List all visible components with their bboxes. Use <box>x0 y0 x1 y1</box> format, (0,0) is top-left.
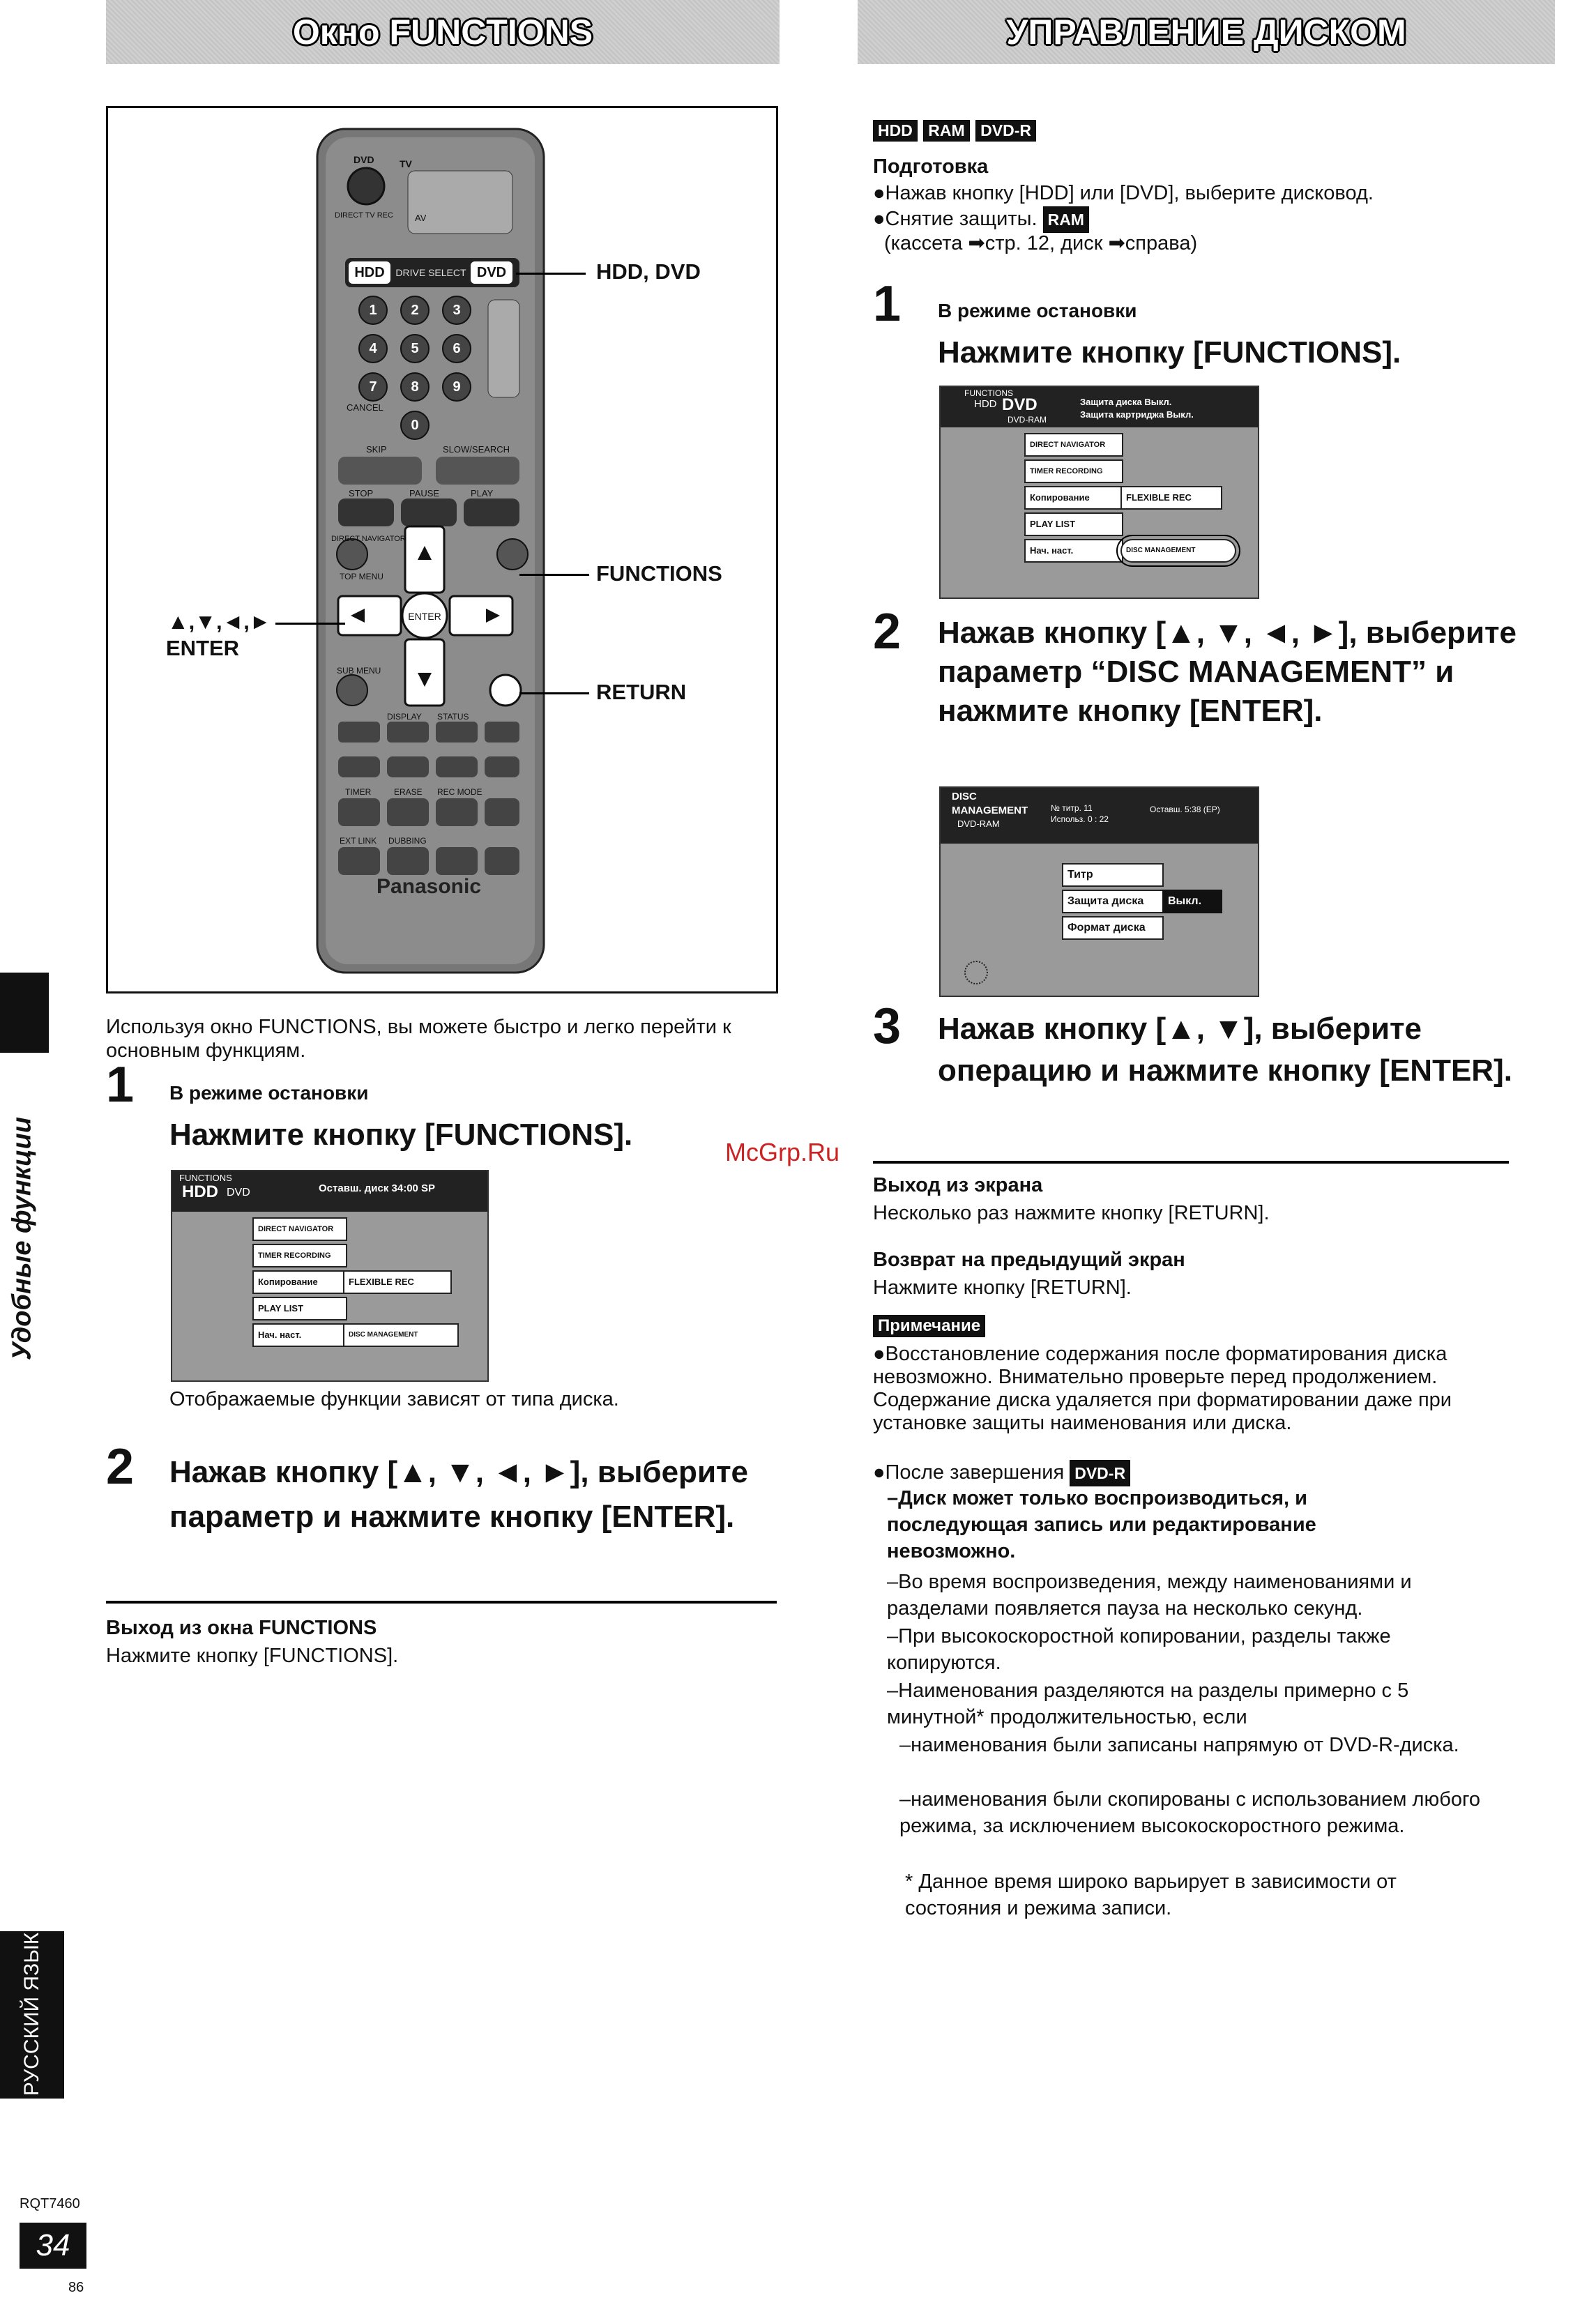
disc-osd-off-indicator: Выкл. <box>1162 890 1222 913</box>
note-2-line-4: –наименования были записаны напрямую от DVD-R-диска. <box>899 1734 1459 1756</box>
left-osd-top-bar <box>172 1171 487 1212</box>
remote-stop-label: STOP <box>349 488 374 498</box>
note-2-line-5: –наименования были скопированы с использованием любого режима, за исключением высокоскоростного режима. <box>899 1788 1481 1837</box>
remote-timer-label: TIMER <box>345 787 372 797</box>
note-2-line-2: –При высокоскоростной копировании, разделы также копируются. <box>887 1625 1391 1674</box>
remote-dvd-power-label: DVD <box>354 154 374 165</box>
right-step3-number: 3 <box>873 998 902 1054</box>
remote-dubbing-label: DUBBING <box>388 836 427 846</box>
callout-hdd-dvd: HDD, DVD <box>596 259 701 284</box>
left-osd-btn-direct-navigator[interactable]: DIRECT NAVIGATOR <box>252 1217 347 1241</box>
remote-key-4: 4 <box>369 341 377 356</box>
footer-page-number: 34 <box>36 2228 70 2262</box>
note-1: ●Восстановление содержания после форматирования диска невозможно. Внимательно проверьте перед продолжением. Содержание диска удаляется при форматировании даже при установке защиты наименования или диска. <box>873 1343 1452 1434</box>
remote-pause-label: PAUSE <box>409 488 440 498</box>
remote-key-0: 0 <box>411 418 419 433</box>
right-back-text: Нажмите кнопку [RETURN]. <box>873 1277 1132 1299</box>
remote-tv-label: TV <box>400 158 412 169</box>
right-osd-hdd: HDD <box>974 398 997 410</box>
remote-sub-menu-label: SUB MENU <box>337 666 381 676</box>
disc-osd-dvdram: DVD-RAM <box>957 819 1000 829</box>
prep-line-1: ●Нажав кнопку [HDD] или [DVD], выберите дисковод. <box>873 182 1374 204</box>
callout-return: RETURN <box>596 680 687 704</box>
right-exit-title: Выход из экрана <box>873 1174 1043 1196</box>
disc-osd-title1: DISC <box>952 791 977 802</box>
left-intro: Используя окно FUNCTIONS, вы можете быстро и легко перейти к основным функциям. <box>106 1016 731 1062</box>
note-2-bold: –Диск может только воспроизводиться, и последующая запись или редактирование невозможно. <box>887 1487 1316 1562</box>
disc-osd-titles: № титр. 11 <box>1051 803 1093 813</box>
right-step3-title: Нажав кнопку [▲, ▼], выберите операцию и нажмите кнопку [ENTER]. <box>938 1012 1512 1088</box>
left-rule <box>106 1601 777 1604</box>
remote-hdd-label: HDD <box>354 265 385 280</box>
right-osd-prot1: Защита диска Выкл. <box>1080 397 1172 407</box>
badge-ram: RAM <box>923 120 969 142</box>
remote-top-menu-label: TOP MENU <box>340 572 383 581</box>
left-exit-title: Выход из окна FUNCTIONS <box>106 1617 377 1639</box>
prep-ram-badge: RAM <box>1043 206 1089 233</box>
side-black-tab <box>0 973 49 1053</box>
right-step2-number: 2 <box>873 604 902 660</box>
remote-av-label: AV <box>415 213 427 223</box>
remote-drive-select-label: DRIVE SELECT <box>395 267 466 278</box>
left-exit-text: Нажмите кнопку [FUNCTIONS]. <box>106 1645 399 1667</box>
note-2-line-3: –Наименования разделяются на разделы примерно с 5 минутной* продолжительностью, если <box>887 1680 1409 1728</box>
remote-key-8: 8 <box>411 379 419 395</box>
remote-key-7: 7 <box>369 379 377 395</box>
left-step1-title: Нажмите кнопку [FUNCTIONS]. <box>169 1118 633 1152</box>
remote-key-6: 6 <box>453 341 461 356</box>
watermark: McGrp.Ru <box>725 1138 840 1166</box>
callout-line-functions <box>519 574 589 576</box>
language-label: РУССКИЙ ЯЗЫК <box>20 1932 43 2096</box>
disc-osd-top-bar <box>941 788 1258 844</box>
prep-line-3: (кассета ➡стр. 12, диск ➡справа) <box>884 232 1198 254</box>
note-2-text: ●После завершения <box>873 1461 1065 1484</box>
right-osd-top-bar <box>941 387 1258 427</box>
right-header-title: УПРАВЛЕНИЕ ДИСКОМ <box>1006 13 1406 52</box>
callout-arrows: ▲,▼,◄,► <box>167 609 271 634</box>
right-osd-prot2: Защита картриджа Выкл. <box>1080 409 1194 420</box>
disc-osd-nav-icon <box>964 961 988 984</box>
left-osd-remaining: Оставш. диск 34:00 SP <box>319 1182 436 1194</box>
badge-dvd-r: DVD-R <box>975 120 1036 142</box>
badge-hdd: HDD <box>873 120 918 142</box>
right-header <box>858 0 1555 64</box>
disc-osd-btn-format[interactable]: Формат диска <box>1062 916 1164 940</box>
callout-enter: ENTER <box>166 636 240 660</box>
remote-illustration-frame <box>106 106 778 993</box>
left-step2-number: 2 <box>106 1439 135 1495</box>
disc-osd-btn-title[interactable]: Титр <box>1062 863 1164 887</box>
right-osd-dvdram: DVD-RAM <box>1008 415 1047 425</box>
remote-direct-navigator-label: DIRECT NAVIGATOR <box>331 535 406 543</box>
left-osd-caption: Отображаемые функции зависят от типа диска. <box>169 1388 619 1410</box>
left-osd-btn-disc-management[interactable]: DISC MANAGEMENT <box>343 1323 459 1347</box>
prep-line-2-text: ●Снятие защиты. <box>873 208 1038 230</box>
left-osd-functions: FUNCTIONS <box>179 1173 232 1183</box>
left-step1-sub: В режиме остановки <box>169 1082 369 1104</box>
remote-key-3: 3 <box>453 303 461 318</box>
footer-page-box <box>20 2223 86 2269</box>
right-osd-btn-direct-navigator[interactable]: DIRECT NAVIGATOR <box>1024 433 1123 457</box>
right-step1-title: Нажмите кнопку [FUNCTIONS]. <box>938 335 1401 370</box>
left-functions-osd <box>171 1170 489 1382</box>
remote-cancel-label: CANCEL <box>347 402 383 413</box>
right-osd-dvd: DVD <box>1002 395 1038 414</box>
note-2-line-6: * Данное время широко варьирует в зависимости от состояния и режима записи. <box>905 1871 1397 1919</box>
right-badges <box>873 120 1039 142</box>
left-header <box>106 0 780 64</box>
right-osd-btn-setup[interactable]: Нач. наст. <box>1024 539 1123 563</box>
remote-dvd-label: DVD <box>476 265 507 280</box>
disc-osd-used: Использ. 0 : 22 <box>1051 814 1109 824</box>
right-osd-btn-disc-management[interactable]: DISC MANAGEMENT <box>1120 539 1236 563</box>
note-2-line-1: –Во время воспроизведения, между наименованиями и разделами появляется пауза на несколько секунд. <box>887 1571 1412 1620</box>
left-osd-hdd: HDD <box>182 1182 218 1201</box>
remote-control <box>108 108 780 996</box>
callout-line-hdd <box>516 273 586 275</box>
remote-erase-label: ERASE <box>394 787 423 797</box>
left-osd-btn-play-list[interactable]: PLAY LIST <box>252 1297 347 1320</box>
remote-key-5: 5 <box>411 341 419 356</box>
right-step1-sub: В режиме остановки <box>938 300 1137 321</box>
note-2-badge: DVD-R <box>1070 1460 1130 1486</box>
left-step2-title: Нажав кнопку [▲, ▼, ◄, ►], выберите параметр и нажмите кнопку [ENTER]. <box>169 1455 749 1534</box>
disc-osd-remaining: Оставш. 5:38 (EP) <box>1150 805 1220 814</box>
prep-line-2 <box>873 206 1092 233</box>
callout-line-arrows <box>275 623 345 625</box>
language-tab <box>0 1931 64 2099</box>
left-osd-dvd: DVD <box>227 1187 250 1198</box>
right-osd-btn-flexible-rec[interactable]: FLEXIBLE REC <box>1120 486 1222 510</box>
remote-direct-tv-rec-label: DIRECT TV REC <box>335 211 393 220</box>
disc-management-osd <box>939 786 1259 997</box>
right-exit-text: Несколько раз нажмите кнопку [RETURN]. <box>873 1202 1270 1224</box>
disc-osd-btn-protection[interactable]: Защита диска <box>1062 890 1164 913</box>
callout-line-return <box>519 692 589 694</box>
note-2 <box>873 1460 1133 1486</box>
remote-play-label: PLAY <box>471 488 494 498</box>
remote-slow-search-label: SLOW/SEARCH <box>443 444 510 455</box>
remote-key-2: 2 <box>411 303 419 318</box>
right-step1-number: 1 <box>873 276 902 332</box>
footer-code: RQT7460 <box>20 2196 80 2211</box>
remote-enter-label: ENTER <box>408 611 441 622</box>
right-functions-osd <box>939 386 1259 599</box>
left-osd-btn-flexible-rec[interactable]: FLEXIBLE REC <box>343 1270 452 1294</box>
footer-sub: 86 <box>68 2280 84 2295</box>
remote-rec-mode-label: REC MODE <box>437 787 482 797</box>
right-step2-title: Нажав кнопку [▲, ▼, ◄, ►], выберите параметр “DISC MANAGEMENT” и нажмите кнопку [ENTER]. <box>938 616 1517 728</box>
remote-display-label: DISPLAY <box>387 712 422 722</box>
remote-status-label: STATUS <box>437 712 469 722</box>
callout-functions: FUNCTIONS <box>596 561 722 586</box>
note-label-box <box>873 1315 988 1337</box>
left-osd-btn-timer-recording[interactable]: TIMER RECORDING <box>252 1244 347 1267</box>
disc-osd-title2: MANAGEMENT <box>952 805 1028 816</box>
right-osd-btn-play-list[interactable]: PLAY LIST <box>1024 512 1123 536</box>
left-osd-btn-setup[interactable]: Нач. наст. <box>252 1323 347 1347</box>
remote-brand: Panasonic <box>376 875 482 898</box>
remote-key-1: 1 <box>369 303 377 318</box>
note-label: Примечание <box>873 1315 985 1337</box>
right-back-title: Возврат на предыдущий экран <box>873 1249 1185 1271</box>
right-rule <box>873 1161 1509 1164</box>
remote-ext-link-label: EXT LINK <box>340 836 377 846</box>
remote-key-9: 9 <box>453 379 461 395</box>
prep-title: Подготовка <box>873 155 989 178</box>
right-osd-btn-timer-recording[interactable]: TIMER RECORDING <box>1024 459 1123 483</box>
left-osd-btn-copy[interactable]: Копирование <box>252 1270 347 1294</box>
left-header-title: Окно FUNCTIONS <box>292 13 593 52</box>
right-osd-btn-copy[interactable]: Копирование <box>1024 486 1123 510</box>
right-osd-functions: FUNCTIONS <box>964 388 1013 398</box>
side-tab-title: Удобные функции <box>7 1116 37 1361</box>
left-step1-number: 1 <box>106 1057 135 1113</box>
remote-skip-label: SKIP <box>366 444 387 455</box>
